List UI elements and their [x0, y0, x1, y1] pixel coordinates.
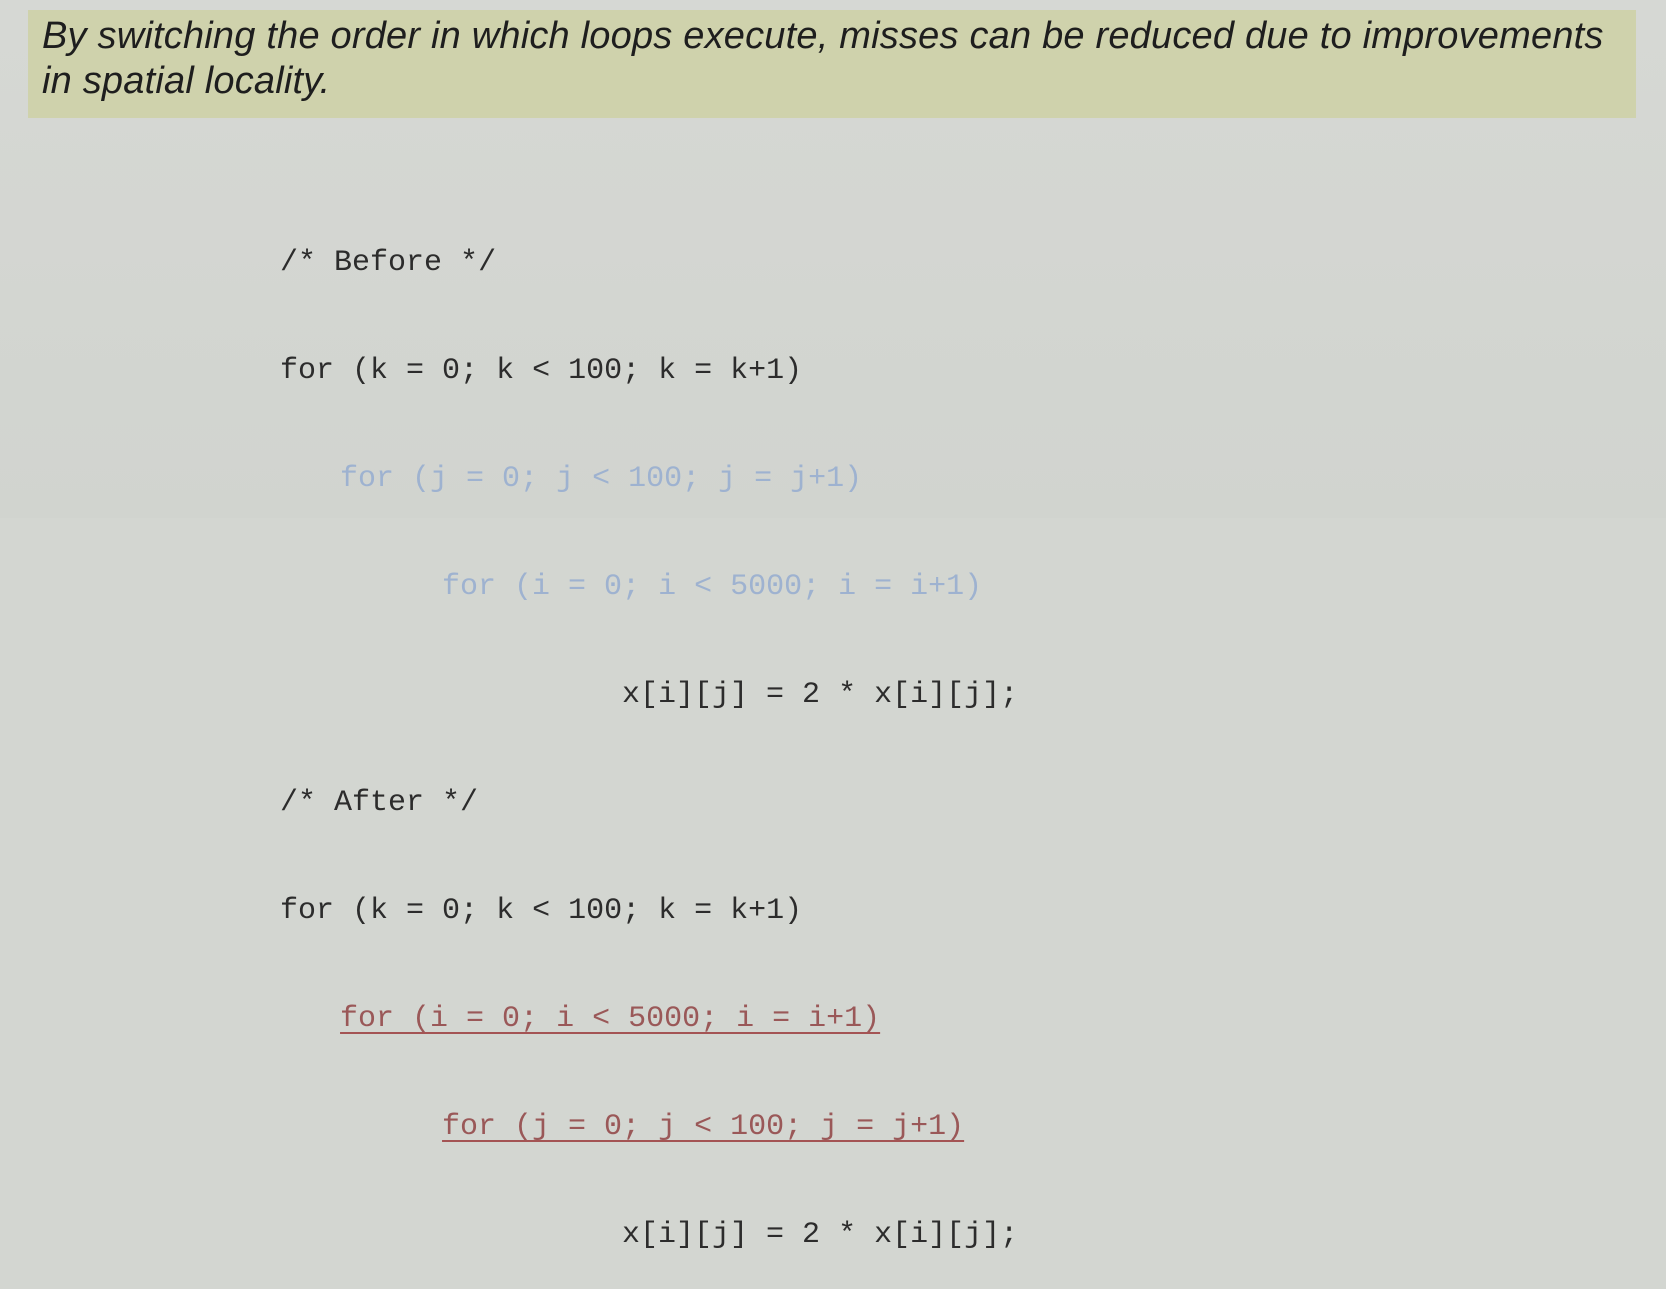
code-text: /* After */	[280, 786, 479, 820]
code-text: for (j = 0; j < 100; j = j+1)	[340, 462, 863, 496]
code-line-after-inner-loop	[172, 1073, 1018, 1144]
code-block	[172, 137, 1018, 1289]
code-line-after-outer-loop	[172, 857, 1018, 928]
code-text: x[i][j] = 2 * x[i][j];	[622, 1218, 1019, 1252]
code-text: /* Before */	[280, 246, 497, 280]
code-line-after-comment	[172, 749, 1018, 820]
code-line-before-middle-loop	[172, 425, 1018, 496]
code-text: for (k = 0; k < 100; k = k+1)	[280, 894, 803, 928]
code-line-before-comment	[172, 209, 1018, 280]
code-text: x[i][j] = 2 * x[i][j];	[622, 678, 1019, 712]
code-line-after-middle-loop	[172, 965, 1018, 1036]
code-line-after-body	[172, 1181, 1019, 1252]
code-line-before-body	[172, 641, 1019, 712]
code-line-before-outer-loop	[172, 317, 1018, 388]
code-text: for (j = 0; j < 100; j = j+1)	[442, 1110, 965, 1144]
code-text: for (k = 0; k < 100; k = k+1)	[280, 354, 803, 388]
slide-headline: By switching the order in which loops execute, misses can be reduced due to improvements in spatial locality.	[42, 15, 1604, 102]
code-text: for (i = 0; i < 5000; i = i+1)	[442, 570, 983, 604]
code-text: for (i = 0; i < 5000; i = i+1)	[340, 1002, 881, 1036]
code-line-before-inner-loop	[172, 533, 1018, 604]
